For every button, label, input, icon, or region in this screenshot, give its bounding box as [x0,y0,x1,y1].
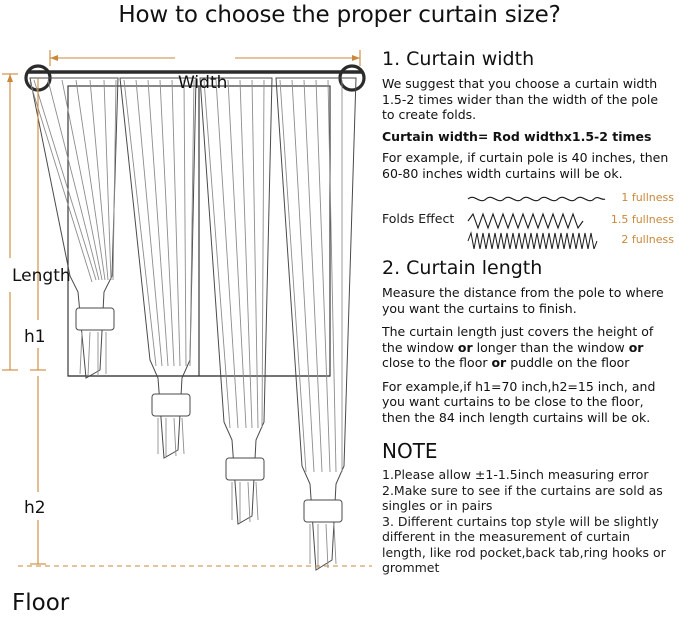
note-item: 3. Different curtains top style will be slightly different in the measurement of curtain length, like rod pocket,back tab,ring hooks or grommet [382,513,666,575]
length-p2-a: The curtain length just covers the height of the window [382,324,654,355]
length-p2-or1: or [457,339,473,355]
folds-effect-waves [466,189,606,249]
heading-curtain-length: 2. Curtain length [382,257,543,279]
fullness-label-2: 1.5 fullness [610,213,674,226]
width-formula: Curtain width= Rod widthx1.5-2 times [382,128,652,144]
note-item: 2.Make sure to see if the curtains are sold as singles or in pairs [382,482,663,513]
heading-curtain-width: 1. Curtain width [382,48,535,70]
length-measure [2,74,18,370]
label-floor: Floor [12,590,70,616]
curtain-panel-4 [276,78,356,570]
label-h2: h2 [24,498,46,518]
width-measure [50,50,360,66]
width-paragraph-2: For example, if curtain pole is 40 inches, then 60-80 inches width curtains will be ok. [382,150,669,181]
folds-effect-label: Folds Effect [382,211,455,226]
folds-effect-row [382,189,674,251]
fullness-label-3: 2 fullness [621,233,674,246]
length-paragraph-3: For example,if h1=70 inch,h2=15 inch, and you want curtains to be close to the floor, then the 84 inch length curtains will be ok. [382,378,656,425]
label-width: Width [178,73,228,93]
width-paragraph-1: We suggest that you choose a curtain width 1.5-2 times wider than the width of the pole to create folds. [382,76,659,122]
note-list [382,467,674,576]
length-p2-or2: or [628,339,644,355]
curtain-diagram [0,30,380,615]
length-p2-d: puddle on the floor [506,355,630,370]
length-p2-b: longer than the window [472,339,629,355]
curtain-diagram-svg [0,30,380,615]
label-length: Length [12,266,71,286]
fullness-label-1: 1 fullness [621,191,674,204]
h2-measure [30,376,46,564]
length-paragraph-1: Measure the distance from the pole to where you want the curtains to finish. [382,285,664,316]
curtain-panel-2 [120,78,196,458]
text-column [382,48,674,576]
page-title: How to choose the proper curtain size? [118,2,561,28]
heading-note: NOTE [382,439,438,463]
length-paragraph-2 [382,324,674,371]
length-p2-c: close to the floor [382,355,492,370]
label-h1: h1 [24,327,46,347]
length-p2-or3: or [491,355,507,370]
window-frame [68,86,330,376]
note-item: 1.Please allow ±1-1.5inch measuring error [382,467,649,482]
curtain-panel-3 [200,78,272,524]
